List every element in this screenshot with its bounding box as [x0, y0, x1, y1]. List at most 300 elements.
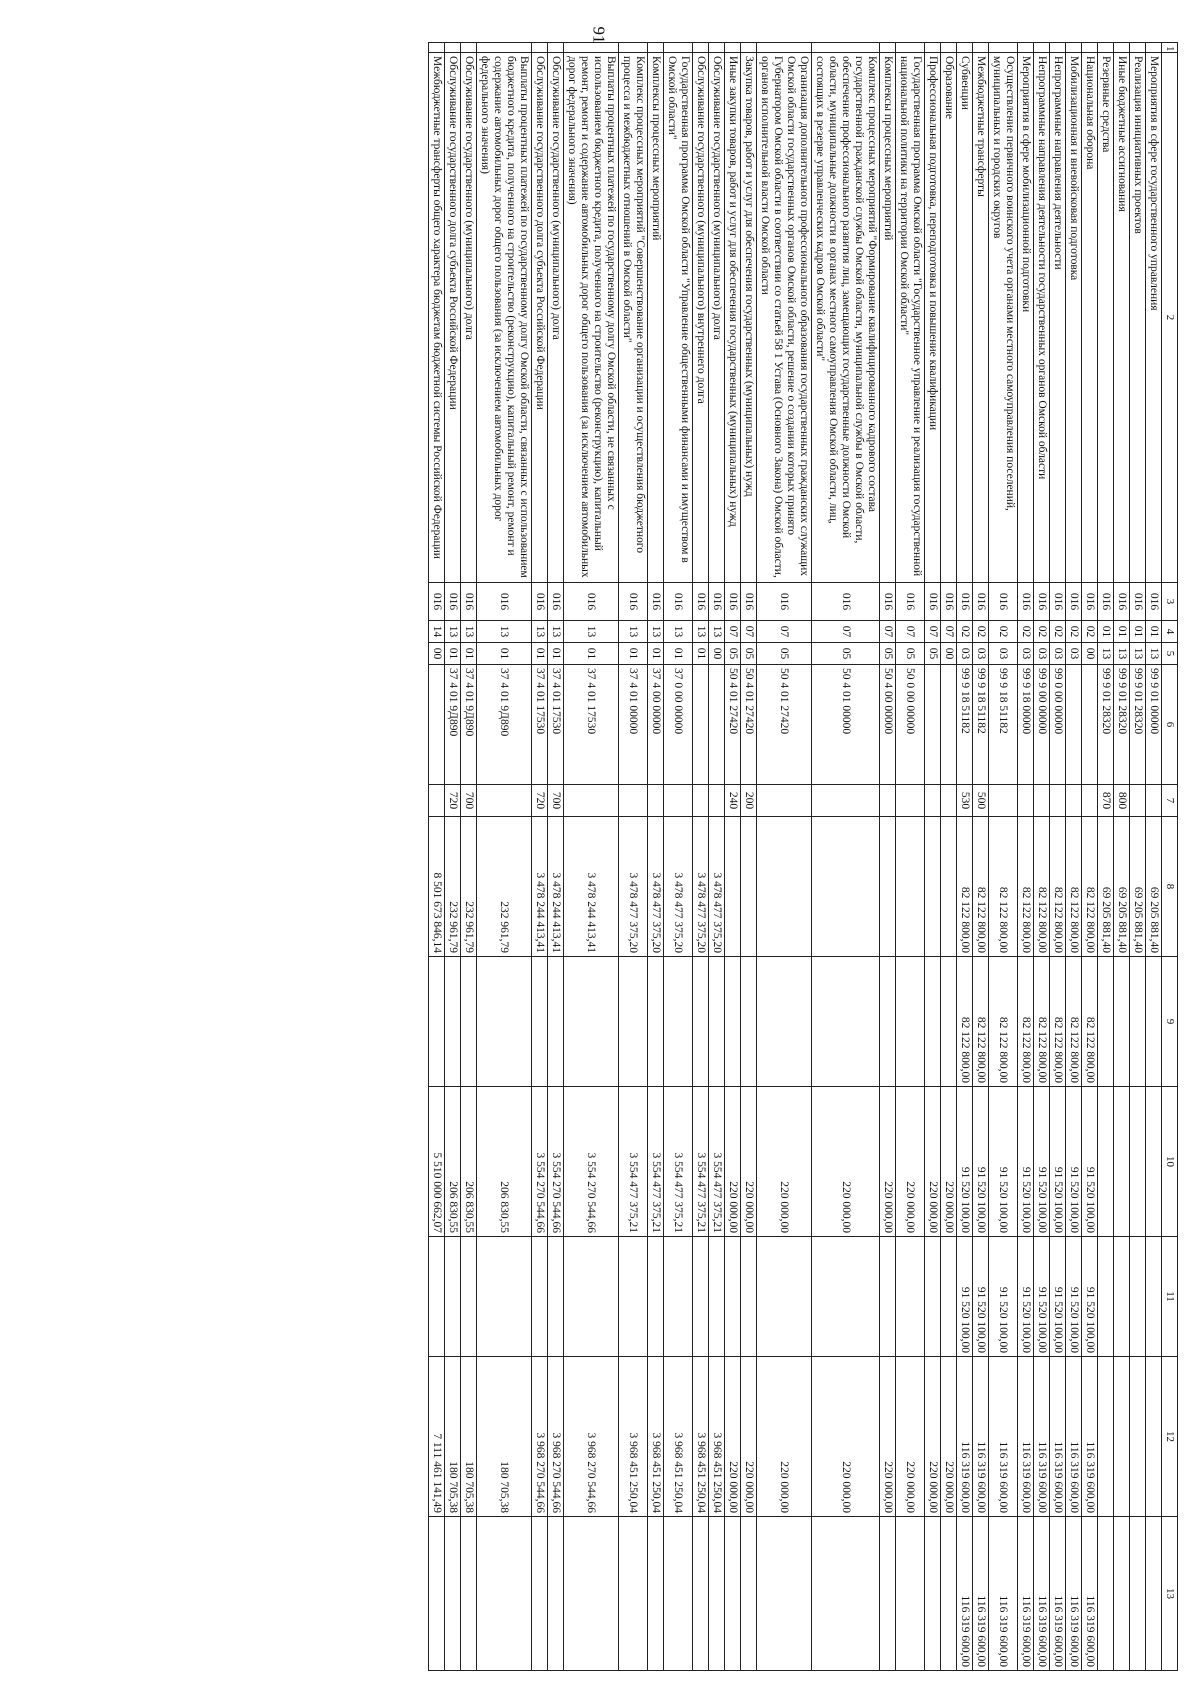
cell-col-2: Межбюджетные трансферты — [973, 53, 989, 583]
cell-col-13 — [461, 1517, 477, 1671]
cell-col-12: 116 319 600,00 — [1082, 1357, 1098, 1517]
table-row — [925, 43, 941, 1671]
cell-col-8 — [880, 817, 896, 957]
cell-col-1 — [1082, 43, 1098, 53]
cell-col-6: 99 9 01 00000 — [1146, 665, 1162, 785]
cell-col-12: 3 968 270 544,66 — [532, 1357, 548, 1517]
cell-col-10: 206 830,55 — [477, 1087, 532, 1237]
cell-col-8: 69 205 881,40 — [1146, 817, 1162, 957]
cell-col-2: Комплекс процессных мероприятий "Формирование квалифицированного кадрового состава государственной гражданской службы Омской области, муниципальной службы в Омской области, обеспечение профессионального развития лиц, замещающих государственные должности Омской области, муниципальные должности в органах местного самоуправления Омской области, лиц, состоящих в резерве управленческих кадров Омской области" — [812, 53, 880, 583]
cell-col-1 — [941, 43, 957, 53]
table-row — [880, 43, 896, 1671]
cell-col-7 — [1146, 785, 1162, 817]
cell-col-9 — [812, 957, 880, 1087]
header-cell: 8 — [1162, 817, 1178, 957]
cell-col-11 — [1098, 1237, 1114, 1357]
cell-col-12: 116 319 600,00 — [957, 1357, 973, 1517]
cell-col-9 — [648, 957, 664, 1087]
cell-col-12: 3 968 451 250,04 — [709, 1357, 725, 1517]
cell-col-1 — [925, 43, 941, 53]
cell-col-4: 13 — [445, 621, 461, 643]
cell-col-9 — [619, 957, 648, 1087]
cell-col-11 — [757, 1237, 812, 1357]
cell-col-8 — [896, 817, 925, 957]
cell-col-6 — [1082, 665, 1098, 785]
cell-col-1 — [1114, 43, 1130, 53]
cell-col-13 — [664, 1517, 693, 1671]
cell-col-8: 82 122 800,00 — [957, 817, 973, 957]
cell-col-2: Закупка товаров, работ и услуг для обеспечения государственных (муниципальных) нужд — [741, 53, 757, 583]
cell-col-9 — [1098, 957, 1114, 1087]
cell-col-13 — [709, 1517, 725, 1671]
cell-col-3: 016 — [548, 583, 564, 621]
cell-col-3: 016 — [1098, 583, 1114, 621]
cell-col-13 — [1130, 1517, 1146, 1671]
cell-col-9 — [941, 957, 957, 1087]
table-row — [1146, 43, 1162, 1671]
cell-col-4: 13 — [548, 621, 564, 643]
cell-col-4: 01 — [1114, 621, 1130, 643]
cell-col-12: 180 705,38 — [445, 1357, 461, 1517]
cell-col-5: 05 — [896, 643, 925, 665]
cell-col-7 — [812, 785, 880, 817]
cell-col-11 — [1114, 1237, 1130, 1357]
table-row — [1082, 43, 1098, 1671]
table-row — [709, 43, 725, 1671]
cell-col-12: 116 319 600,00 — [1018, 1357, 1034, 1517]
cell-col-6: 99 9 00 00000 — [1034, 665, 1050, 785]
cell-col-10: 3 554 270 544,66 — [532, 1087, 548, 1237]
cell-col-9: 82 122 800,00 — [1050, 957, 1066, 1087]
cell-col-3: 016 — [445, 583, 461, 621]
cell-col-11: 91 520 100,00 — [1082, 1237, 1098, 1357]
cell-col-6: 99 9 01 28320 — [1098, 665, 1114, 785]
cell-col-10 — [1098, 1087, 1114, 1237]
cell-col-7: 800 — [1114, 785, 1130, 817]
cell-col-6: 99 9 18 51182 — [989, 665, 1018, 785]
cell-col-7 — [1130, 785, 1146, 817]
cell-col-4: 07 — [941, 621, 957, 643]
cell-col-13: 116 319 600,00 — [1082, 1517, 1098, 1671]
cell-col-4: 01 — [1146, 621, 1162, 643]
header-cell: 11 — [1162, 1237, 1178, 1357]
cell-col-9 — [445, 957, 461, 1087]
cell-col-5: 01 — [564, 643, 619, 665]
cell-col-13: 116 319 600,00 — [1066, 1517, 1082, 1671]
table-row — [812, 43, 880, 1671]
cell-col-7 — [1034, 785, 1050, 817]
cell-col-1 — [709, 43, 725, 53]
cell-col-13 — [693, 1517, 709, 1671]
cell-col-9 — [757, 957, 812, 1087]
cell-col-7 — [941, 785, 957, 817]
cell-col-13 — [725, 1517, 741, 1671]
cell-col-11 — [709, 1237, 725, 1357]
cell-col-6: 99 9 18 00000 — [1018, 665, 1034, 785]
cell-col-7 — [1066, 785, 1082, 817]
cell-col-9 — [564, 957, 619, 1087]
cell-col-6 — [925, 665, 941, 785]
cell-col-5: 00 — [941, 643, 957, 665]
cell-col-1 — [989, 43, 1018, 53]
cell-col-7: 720 — [445, 785, 461, 817]
cell-col-8: 82 122 800,00 — [1066, 817, 1082, 957]
cell-col-3: 016 — [1066, 583, 1082, 621]
cell-col-1 — [725, 43, 741, 53]
cell-col-6: 37 4 01 9Д890 — [477, 665, 532, 785]
cell-col-10 — [1130, 1087, 1146, 1237]
cell-col-11 — [896, 1237, 925, 1357]
table-row — [757, 43, 812, 1671]
cell-col-2: Обслуживание государственного долга субъекта Российской Федерации — [532, 53, 548, 583]
table-row — [973, 43, 989, 1671]
cell-col-12: 7 111 461 141,49 — [429, 1357, 445, 1517]
cell-col-3: 016 — [532, 583, 548, 621]
cell-col-9 — [461, 957, 477, 1087]
cell-col-8 — [941, 817, 957, 957]
cell-col-4: 07 — [741, 621, 757, 643]
cell-col-2: Организация дополнительного профессионального образования государственных гражданских служащих Омской области государственных органов Омской области, решение о создании которых принято Губернатором Омской области в соответствии со статьей 58 1 Устава (Основного Закона) Омской области, органов исполнительной власти Омской области — [757, 53, 812, 583]
cell-col-7 — [1050, 785, 1066, 817]
cell-col-1 — [896, 43, 925, 53]
cell-col-5: 05 — [925, 643, 941, 665]
cell-col-4: 02 — [1066, 621, 1082, 643]
cell-col-1 — [812, 43, 880, 53]
cell-col-8: 3 478 244 413,41 — [532, 817, 548, 957]
cell-col-8: 3 478 244 413,41 — [548, 817, 564, 957]
table-row — [648, 43, 664, 1671]
cell-col-6 — [693, 665, 709, 785]
cell-col-9 — [925, 957, 941, 1087]
table-row — [957, 43, 973, 1671]
cell-col-11: 91 520 100,00 — [1066, 1237, 1082, 1357]
cell-col-4: 13 — [709, 621, 725, 643]
cell-col-2: Иные бюджетные ассигнования — [1114, 53, 1130, 583]
cell-col-8: 232 961,79 — [445, 817, 461, 957]
cell-col-10: 91 520 100,00 — [1050, 1087, 1066, 1237]
cell-col-8 — [925, 817, 941, 957]
cell-col-10: 220 000,00 — [757, 1087, 812, 1237]
cell-col-10: 220 000,00 — [925, 1087, 941, 1237]
table-row — [1066, 43, 1082, 1671]
cell-col-5: 01 — [664, 643, 693, 665]
table-row — [1050, 43, 1066, 1671]
cell-col-12: 180 705,38 — [477, 1357, 532, 1517]
cell-col-7 — [648, 785, 664, 817]
cell-col-13: 116 319 600,00 — [973, 1517, 989, 1671]
cell-col-10: 3 554 270 544,66 — [548, 1087, 564, 1237]
cell-col-1 — [1098, 43, 1114, 53]
cell-col-8: 69 205 881,40 — [1130, 817, 1146, 957]
cell-col-6: 50 4 01 00000 — [812, 665, 880, 785]
cell-col-12: 116 319 600,00 — [1034, 1357, 1050, 1517]
table-row — [461, 43, 477, 1671]
cell-col-11 — [725, 1237, 741, 1357]
cell-col-2: Обслуживание государственного (муниципального) долга — [548, 53, 564, 583]
cell-col-9: 82 122 800,00 — [1034, 957, 1050, 1087]
cell-col-3: 016 — [1034, 583, 1050, 621]
cell-col-8: 232 961,79 — [477, 817, 532, 957]
cell-col-4: 02 — [1018, 621, 1034, 643]
header-cell: 9 — [1162, 957, 1178, 1087]
cell-col-8: 82 122 800,00 — [1082, 817, 1098, 957]
cell-col-13 — [757, 1517, 812, 1671]
cell-col-13 — [741, 1517, 757, 1671]
cell-col-9: 82 122 800,00 — [1018, 957, 1034, 1087]
cell-col-11: 91 520 100,00 — [989, 1237, 1018, 1357]
cell-col-3: 016 — [461, 583, 477, 621]
cell-col-3: 016 — [664, 583, 693, 621]
cell-col-2: Мероприятия в сфере мобилизационной подготовки — [1018, 53, 1034, 583]
cell-col-3: 016 — [989, 583, 1018, 621]
table-row — [664, 43, 693, 1671]
cell-col-9 — [741, 957, 757, 1087]
cell-col-12: 220 000,00 — [812, 1357, 880, 1517]
cell-col-5: 01 — [461, 643, 477, 665]
cell-col-9 — [896, 957, 925, 1087]
cell-col-11 — [941, 1237, 957, 1357]
cell-col-2: Межбюджетные трансферты общего характера бюджетам бюджетной системы Российской Федерации — [429, 53, 445, 583]
cell-col-5: 05 — [880, 643, 896, 665]
cell-col-9 — [664, 957, 693, 1087]
cell-col-5: 13 — [1146, 643, 1162, 665]
cell-col-7: 200 — [741, 785, 757, 817]
cell-col-11 — [429, 1237, 445, 1357]
cell-col-3: 016 — [619, 583, 648, 621]
cell-col-7: 700 — [548, 785, 564, 817]
cell-col-1 — [973, 43, 989, 53]
cell-col-10: 91 520 100,00 — [1066, 1087, 1082, 1237]
cell-col-10: 220 000,00 — [896, 1087, 925, 1237]
cell-col-8: 82 122 800,00 — [1018, 817, 1034, 957]
cell-col-8: 69 205 881,40 — [1114, 817, 1130, 957]
cell-col-10: 206 830,55 — [461, 1087, 477, 1237]
cell-col-4: 13 — [664, 621, 693, 643]
cell-col-2: Обслуживание государственного (муниципального) внутреннего долга — [693, 53, 709, 583]
cell-col-8 — [757, 817, 812, 957]
cell-col-7 — [693, 785, 709, 817]
cell-col-1 — [693, 43, 709, 53]
cell-col-6: 37 4 01 00000 — [619, 665, 648, 785]
cell-col-12: 220 000,00 — [757, 1357, 812, 1517]
cell-col-4: 13 — [532, 621, 548, 643]
cell-col-10: 206 830,55 — [445, 1087, 461, 1237]
cell-col-13 — [445, 1517, 461, 1671]
cell-col-6: 50 4 00 00000 — [880, 665, 896, 785]
cell-col-10: 91 520 100,00 — [1034, 1087, 1050, 1237]
cell-col-11 — [1130, 1237, 1146, 1357]
cell-col-9: 82 122 800,00 — [973, 957, 989, 1087]
cell-col-7 — [1018, 785, 1034, 817]
cell-col-10: 220 000,00 — [741, 1087, 757, 1237]
cell-col-6: 37 0 00 00000 — [664, 665, 693, 785]
cell-col-11 — [564, 1237, 619, 1357]
cell-col-2: Обслуживание государственного долга субъекта Российской Федерации — [445, 53, 461, 583]
cell-col-5: 01 — [477, 643, 532, 665]
cell-col-5: 13 — [1130, 643, 1146, 665]
cell-col-9: 82 122 800,00 — [957, 957, 973, 1087]
cell-col-7 — [477, 785, 532, 817]
cell-col-6 — [429, 665, 445, 785]
cell-col-1 — [429, 43, 445, 53]
cell-col-3: 016 — [1146, 583, 1162, 621]
cell-col-5: 03 — [989, 643, 1018, 665]
cell-col-6: 50 4 01 27420 — [741, 665, 757, 785]
cell-col-6 — [709, 665, 725, 785]
cell-col-13 — [1146, 1517, 1162, 1671]
cell-col-10: 3 554 270 544,66 — [564, 1087, 619, 1237]
cell-col-6: 37 4 01 17530 — [532, 665, 548, 785]
table-row — [1034, 43, 1050, 1671]
cell-col-10: 3 554 477 375,21 — [693, 1087, 709, 1237]
cell-col-6: 37 4 01 9Д890 — [445, 665, 461, 785]
cell-col-6: 37 4 00 00000 — [648, 665, 664, 785]
cell-col-3: 016 — [709, 583, 725, 621]
table-row — [941, 43, 957, 1671]
cell-col-4: 01 — [1098, 621, 1114, 643]
header-cell: 10 — [1162, 1087, 1178, 1237]
cell-col-1 — [532, 43, 548, 53]
cell-col-8: 69 205 881,40 — [1098, 817, 1114, 957]
cell-col-5: 03 — [1034, 643, 1050, 665]
cell-col-5: 03 — [973, 643, 989, 665]
cell-col-12 — [1114, 1357, 1130, 1517]
header-cell: 1 — [1162, 43, 1178, 53]
cell-col-2: Национальная оборона — [1082, 53, 1098, 583]
cell-col-9 — [1130, 957, 1146, 1087]
cell-col-6: 37 4 01 17530 — [564, 665, 619, 785]
table-row — [619, 43, 648, 1671]
cell-col-2: Мероприятия в сфере государственного управления — [1146, 53, 1162, 583]
cell-col-5: 00 — [429, 643, 445, 665]
cell-col-2: Мобилизационная и вневойсковая подготовка — [1066, 53, 1082, 583]
cell-col-5: 05 — [725, 643, 741, 665]
cell-col-10: 91 520 100,00 — [1018, 1087, 1034, 1237]
cell-col-8: 8 501 673 846,14 — [429, 817, 445, 957]
cell-col-11 — [619, 1237, 648, 1357]
cell-col-10: 3 554 477 375,21 — [648, 1087, 664, 1237]
cell-col-13 — [1114, 1517, 1130, 1671]
cell-col-12: 3 968 270 544,66 — [564, 1357, 619, 1517]
cell-col-11 — [693, 1237, 709, 1357]
cell-col-4: 13 — [564, 621, 619, 643]
cell-col-4: 13 — [619, 621, 648, 643]
cell-col-11: 91 520 100,00 — [1034, 1237, 1050, 1357]
table-row — [1018, 43, 1034, 1671]
cell-col-13 — [648, 1517, 664, 1671]
cell-col-11 — [461, 1237, 477, 1357]
cell-col-10: 220 000,00 — [725, 1087, 741, 1237]
cell-col-7 — [1082, 785, 1098, 817]
cell-col-5: 01 — [445, 643, 461, 665]
table-row — [477, 43, 532, 1671]
cell-col-3: 016 — [648, 583, 664, 621]
cell-col-5: 03 — [1050, 643, 1066, 665]
cell-col-8: 82 122 800,00 — [1050, 817, 1066, 957]
cell-col-2: Обслуживание государственного (муниципального) долга — [461, 53, 477, 583]
cell-col-7: 240 — [725, 785, 741, 817]
cell-col-13 — [925, 1517, 941, 1671]
cell-col-8: 232 961,79 — [461, 817, 477, 957]
cell-col-12 — [1098, 1357, 1114, 1517]
cell-col-6: 99 9 01 28320 — [1114, 665, 1130, 785]
cell-col-1 — [445, 43, 461, 53]
cell-col-3: 016 — [477, 583, 532, 621]
cell-col-13 — [564, 1517, 619, 1671]
cell-col-3: 016 — [973, 583, 989, 621]
cell-col-13 — [548, 1517, 564, 1671]
header-cell: 12 — [1162, 1357, 1178, 1517]
cell-col-1 — [664, 43, 693, 53]
cell-col-10: 5 510 000 662,07 — [429, 1087, 445, 1237]
cell-col-2: Выплаты процентных платежей по государственному долгу Омской области, связанных с использованием бюджетного кредита, полученного на строительство (реконструкцию), капитальный ремонт, ремонт и содержание автомобильных дорог общего пользования (за исключением автомобильных дорог федерального значения) — [477, 53, 532, 583]
cell-col-11 — [880, 1237, 896, 1357]
cell-col-2: Осуществление первичного воинского учета органами местного самоуправления поселений, муниципальных и городских округов — [989, 53, 1018, 583]
header-cell: 5 — [1162, 643, 1178, 665]
cell-col-9 — [1146, 957, 1162, 1087]
cell-col-11 — [648, 1237, 664, 1357]
cell-col-9 — [477, 957, 532, 1087]
cell-col-1 — [477, 43, 532, 53]
cell-col-4: 02 — [1050, 621, 1066, 643]
cell-col-2: Субвенции — [957, 53, 973, 583]
cell-col-1 — [741, 43, 757, 53]
cell-col-13 — [812, 1517, 880, 1671]
cell-col-1 — [548, 43, 564, 53]
table-row — [693, 43, 709, 1671]
header-cell: 13 — [1162, 1517, 1178, 1671]
table-row — [1114, 43, 1130, 1671]
cell-col-4: 07 — [896, 621, 925, 643]
cell-col-4: 01 — [1130, 621, 1146, 643]
cell-col-12: 220 000,00 — [725, 1357, 741, 1517]
cell-col-12: 220 000,00 — [880, 1357, 896, 1517]
cell-col-6: 50 0 00 00000 — [896, 665, 925, 785]
cell-col-4: 13 — [461, 621, 477, 643]
cell-col-10: 91 520 100,00 — [957, 1087, 973, 1237]
cell-col-4: 13 — [693, 621, 709, 643]
cell-col-6 — [941, 665, 957, 785]
cell-col-1 — [619, 43, 648, 53]
cell-col-4: 13 — [477, 621, 532, 643]
cell-col-9 — [429, 957, 445, 1087]
cell-col-5: 05 — [757, 643, 812, 665]
cell-col-12: 116 319 600,00 — [989, 1357, 1018, 1517]
cell-col-2: Непрограммные направления деятельности государственных органов Омской области — [1034, 53, 1050, 583]
cell-col-11: 91 520 100,00 — [1050, 1237, 1066, 1357]
cell-col-6: 99 0 00 00000 — [1050, 665, 1066, 785]
cell-col-8: 3 478 477 375,20 — [709, 817, 725, 957]
cell-col-6: 99 9 18 51182 — [957, 665, 973, 785]
cell-col-7 — [429, 785, 445, 817]
cell-col-7: 700 — [461, 785, 477, 817]
cell-col-2: Непрограммные направления деятельности — [1050, 53, 1066, 583]
cell-col-2: Комплекс процессных мероприятий "Совершенствование организации и осуществления бюджетного процесса и межбюджетных отношений в Омской области" — [619, 53, 648, 583]
cell-col-5: 13 — [1114, 643, 1130, 665]
cell-col-10: 91 520 100,00 — [989, 1087, 1018, 1237]
cell-col-7 — [564, 785, 619, 817]
table-row — [1098, 43, 1114, 1671]
table-row — [1130, 43, 1146, 1671]
cell-col-9 — [693, 957, 709, 1087]
cell-col-10: 220 000,00 — [812, 1087, 880, 1237]
cell-col-11 — [812, 1237, 880, 1357]
cell-col-3: 016 — [1114, 583, 1130, 621]
cell-col-4: 13 — [648, 621, 664, 643]
cell-col-12: 3 968 451 250,04 — [693, 1357, 709, 1517]
cell-col-5: 00 — [1082, 643, 1098, 665]
cell-col-9 — [709, 957, 725, 1087]
